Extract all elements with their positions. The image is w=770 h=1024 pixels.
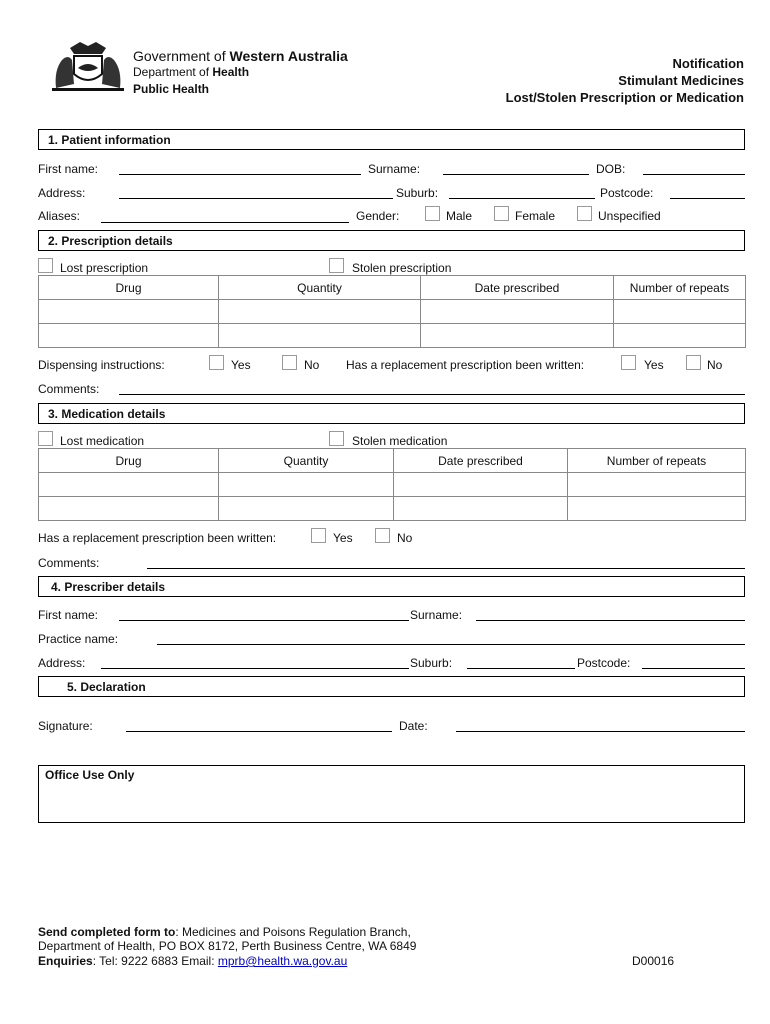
- section-4-header: [38, 576, 745, 597]
- label-lost-medication: Lost medication: [60, 434, 145, 448]
- label-practice-name: Practice name:: [38, 632, 119, 646]
- title-line-2: Stimulant Medicines: [618, 73, 744, 88]
- replacement-yes-checkbox[interactable]: [621, 355, 636, 370]
- label-female: Female: [515, 209, 556, 223]
- label-prescriber-postcode: Postcode:: [577, 656, 631, 670]
- table-cell[interactable]: [568, 473, 746, 497]
- lost-prescription-checkbox[interactable]: [38, 258, 53, 273]
- med-replacement-yes-checkbox[interactable]: [311, 528, 326, 543]
- col-date-prescribed: Date prescribed: [421, 276, 614, 300]
- table-row: [39, 497, 746, 521]
- label-med-replacement-yes: Yes: [333, 531, 353, 545]
- section-3-title: 3. Medication details: [48, 407, 166, 421]
- office-use-title: Office Use Only: [45, 768, 135, 782]
- declaration-date-field[interactable]: [456, 731, 745, 732]
- section-5-title: 5. Declaration: [67, 680, 146, 694]
- table-cell[interactable]: [219, 497, 394, 521]
- label-lost-prescription: Lost prescription: [60, 261, 149, 275]
- form-code: D00016: [632, 954, 675, 968]
- footer-address: Department of Health, PO BOX 8172, Perth Business Centre, WA 6849: [38, 939, 417, 953]
- label-prescriber-first-name: First name:: [38, 608, 99, 622]
- stolen-medication-checkbox[interactable]: [329, 431, 344, 446]
- table-cell[interactable]: [394, 473, 568, 497]
- gender-male-checkbox[interactable]: [425, 206, 440, 221]
- label-first-name: First name:: [38, 162, 99, 176]
- form-title: [506, 55, 744, 106]
- first-name-field[interactable]: [119, 174, 361, 175]
- table-cell[interactable]: [39, 497, 219, 521]
- label-dispensing: Dispensing instructions:: [38, 358, 165, 372]
- prescriber-address-field[interactable]: [101, 668, 409, 669]
- prescription-table: [38, 275, 746, 348]
- col-drug: Drug: [39, 276, 219, 300]
- label-dob: DOB:: [596, 162, 626, 176]
- label-unspecified: Unspecified: [598, 209, 661, 223]
- footer-send: Send completed form to: Medicines and Poisons Regulation Branch,: [38, 925, 411, 939]
- comments-field-2[interactable]: [119, 394, 745, 395]
- label-dispensing-no: No: [304, 358, 320, 372]
- label-stolen-prescription: Stolen prescription: [352, 261, 452, 275]
- footer-enquiries: Enquiries: Tel: 9222 6883 Email: mprb@health.wa.gov.au: [38, 954, 348, 968]
- title-line-1: Notification: [672, 56, 744, 71]
- prescriber-suburb-field[interactable]: [467, 668, 575, 669]
- col-repeats: Number of repeats: [614, 276, 746, 300]
- aliases-field[interactable]: [101, 222, 349, 223]
- label-signature: Signature:: [38, 719, 93, 733]
- label-dispensing-yes: Yes: [231, 358, 251, 372]
- lost-medication-checkbox[interactable]: [38, 431, 53, 446]
- table-cell[interactable]: [219, 324, 421, 348]
- col-repeats: Number of repeats: [568, 449, 746, 473]
- label-surname: Surname:: [368, 162, 421, 176]
- table-cell[interactable]: [421, 324, 614, 348]
- label-declaration-date: Date:: [399, 719, 428, 733]
- header-division: Public Health: [133, 82, 210, 96]
- dispensing-yes-checkbox[interactable]: [209, 355, 224, 370]
- header-gov: Government of Western Australia: [133, 48, 348, 64]
- label-replacement-3: Has a replacement prescription been written:: [38, 531, 277, 545]
- header-dept: Department of Health: [133, 65, 250, 79]
- table-cell[interactable]: [39, 324, 219, 348]
- title-line-3: Lost/Stolen Prescription or Medication: [505, 90, 744, 105]
- medication-table: [38, 448, 746, 521]
- signature-field[interactable]: [126, 731, 392, 732]
- label-address: Address:: [38, 186, 86, 200]
- table-header-row: [39, 276, 746, 300]
- surname-field[interactable]: [443, 174, 589, 175]
- table-row: [39, 300, 746, 324]
- table-cell[interactable]: [614, 324, 746, 348]
- table-cell[interactable]: [568, 497, 746, 521]
- col-quantity: Quantity: [219, 276, 421, 300]
- suburb-field[interactable]: [449, 198, 595, 199]
- replacement-no-checkbox[interactable]: [686, 355, 701, 370]
- dob-field[interactable]: [643, 174, 745, 175]
- gender-unspecified-checkbox[interactable]: [577, 206, 592, 221]
- table-row: [39, 324, 746, 348]
- table-cell[interactable]: [394, 497, 568, 521]
- practice-name-field[interactable]: [157, 644, 745, 645]
- comments-field-3[interactable]: [147, 568, 745, 569]
- label-comments-2: Comments:: [38, 382, 100, 396]
- label-replacement-2: Has a replacement prescription been written:: [346, 358, 585, 372]
- email-link[interactable]: mprb@health.wa.gov.au: [217, 954, 348, 968]
- table-row: [39, 473, 746, 497]
- crest-logo: [48, 40, 128, 96]
- dispensing-no-checkbox[interactable]: [282, 355, 297, 370]
- med-replacement-no-checkbox[interactable]: [375, 528, 390, 543]
- label-gender: Gender:: [356, 209, 400, 223]
- label-replacement-yes: Yes: [644, 358, 664, 372]
- col-drug: Drug: [39, 449, 219, 473]
- postcode-field[interactable]: [670, 198, 745, 199]
- gender-female-checkbox[interactable]: [494, 206, 509, 221]
- table-cell[interactable]: [421, 300, 614, 324]
- table-cell[interactable]: [39, 473, 219, 497]
- label-replacement-no: No: [707, 358, 723, 372]
- table-cell[interactable]: [219, 300, 421, 324]
- address-field[interactable]: [119, 198, 393, 199]
- label-comments-3: Comments:: [38, 556, 100, 570]
- label-med-replacement-no: No: [397, 531, 413, 545]
- table-cell[interactable]: [39, 300, 219, 324]
- table-header-row: [39, 449, 746, 473]
- section-2-title: 2. Prescription details: [48, 234, 173, 248]
- label-postcode: Postcode:: [600, 186, 654, 200]
- table-cell[interactable]: [614, 300, 746, 324]
- table-cell[interactable]: [219, 473, 394, 497]
- prescriber-surname-field[interactable]: [476, 620, 745, 621]
- section-4-title: 4. Prescriber details: [51, 580, 166, 594]
- section-5-header: [38, 676, 745, 697]
- label-stolen-medication: Stolen medication: [352, 434, 448, 448]
- stolen-prescription-checkbox[interactable]: [329, 258, 344, 273]
- label-suburb: Suburb:: [396, 186, 439, 200]
- col-quantity: Quantity: [219, 449, 394, 473]
- label-prescriber-address: Address:: [38, 656, 86, 670]
- section-1-header: [38, 129, 745, 150]
- section-2-header: [38, 230, 745, 251]
- label-prescriber-surname: Surname:: [410, 608, 463, 622]
- section-1-title: 1. Patient information: [48, 133, 171, 147]
- prescriber-first-name-field[interactable]: [119, 620, 409, 621]
- section-3-header: [38, 403, 745, 424]
- label-aliases: Aliases:: [38, 209, 81, 223]
- label-male: Male: [446, 209, 473, 223]
- col-date-prescribed: Date prescribed: [394, 449, 568, 473]
- label-prescriber-suburb: Suburb:: [410, 656, 453, 670]
- prescriber-postcode-field[interactable]: [642, 668, 745, 669]
- office-use-box: [38, 765, 745, 823]
